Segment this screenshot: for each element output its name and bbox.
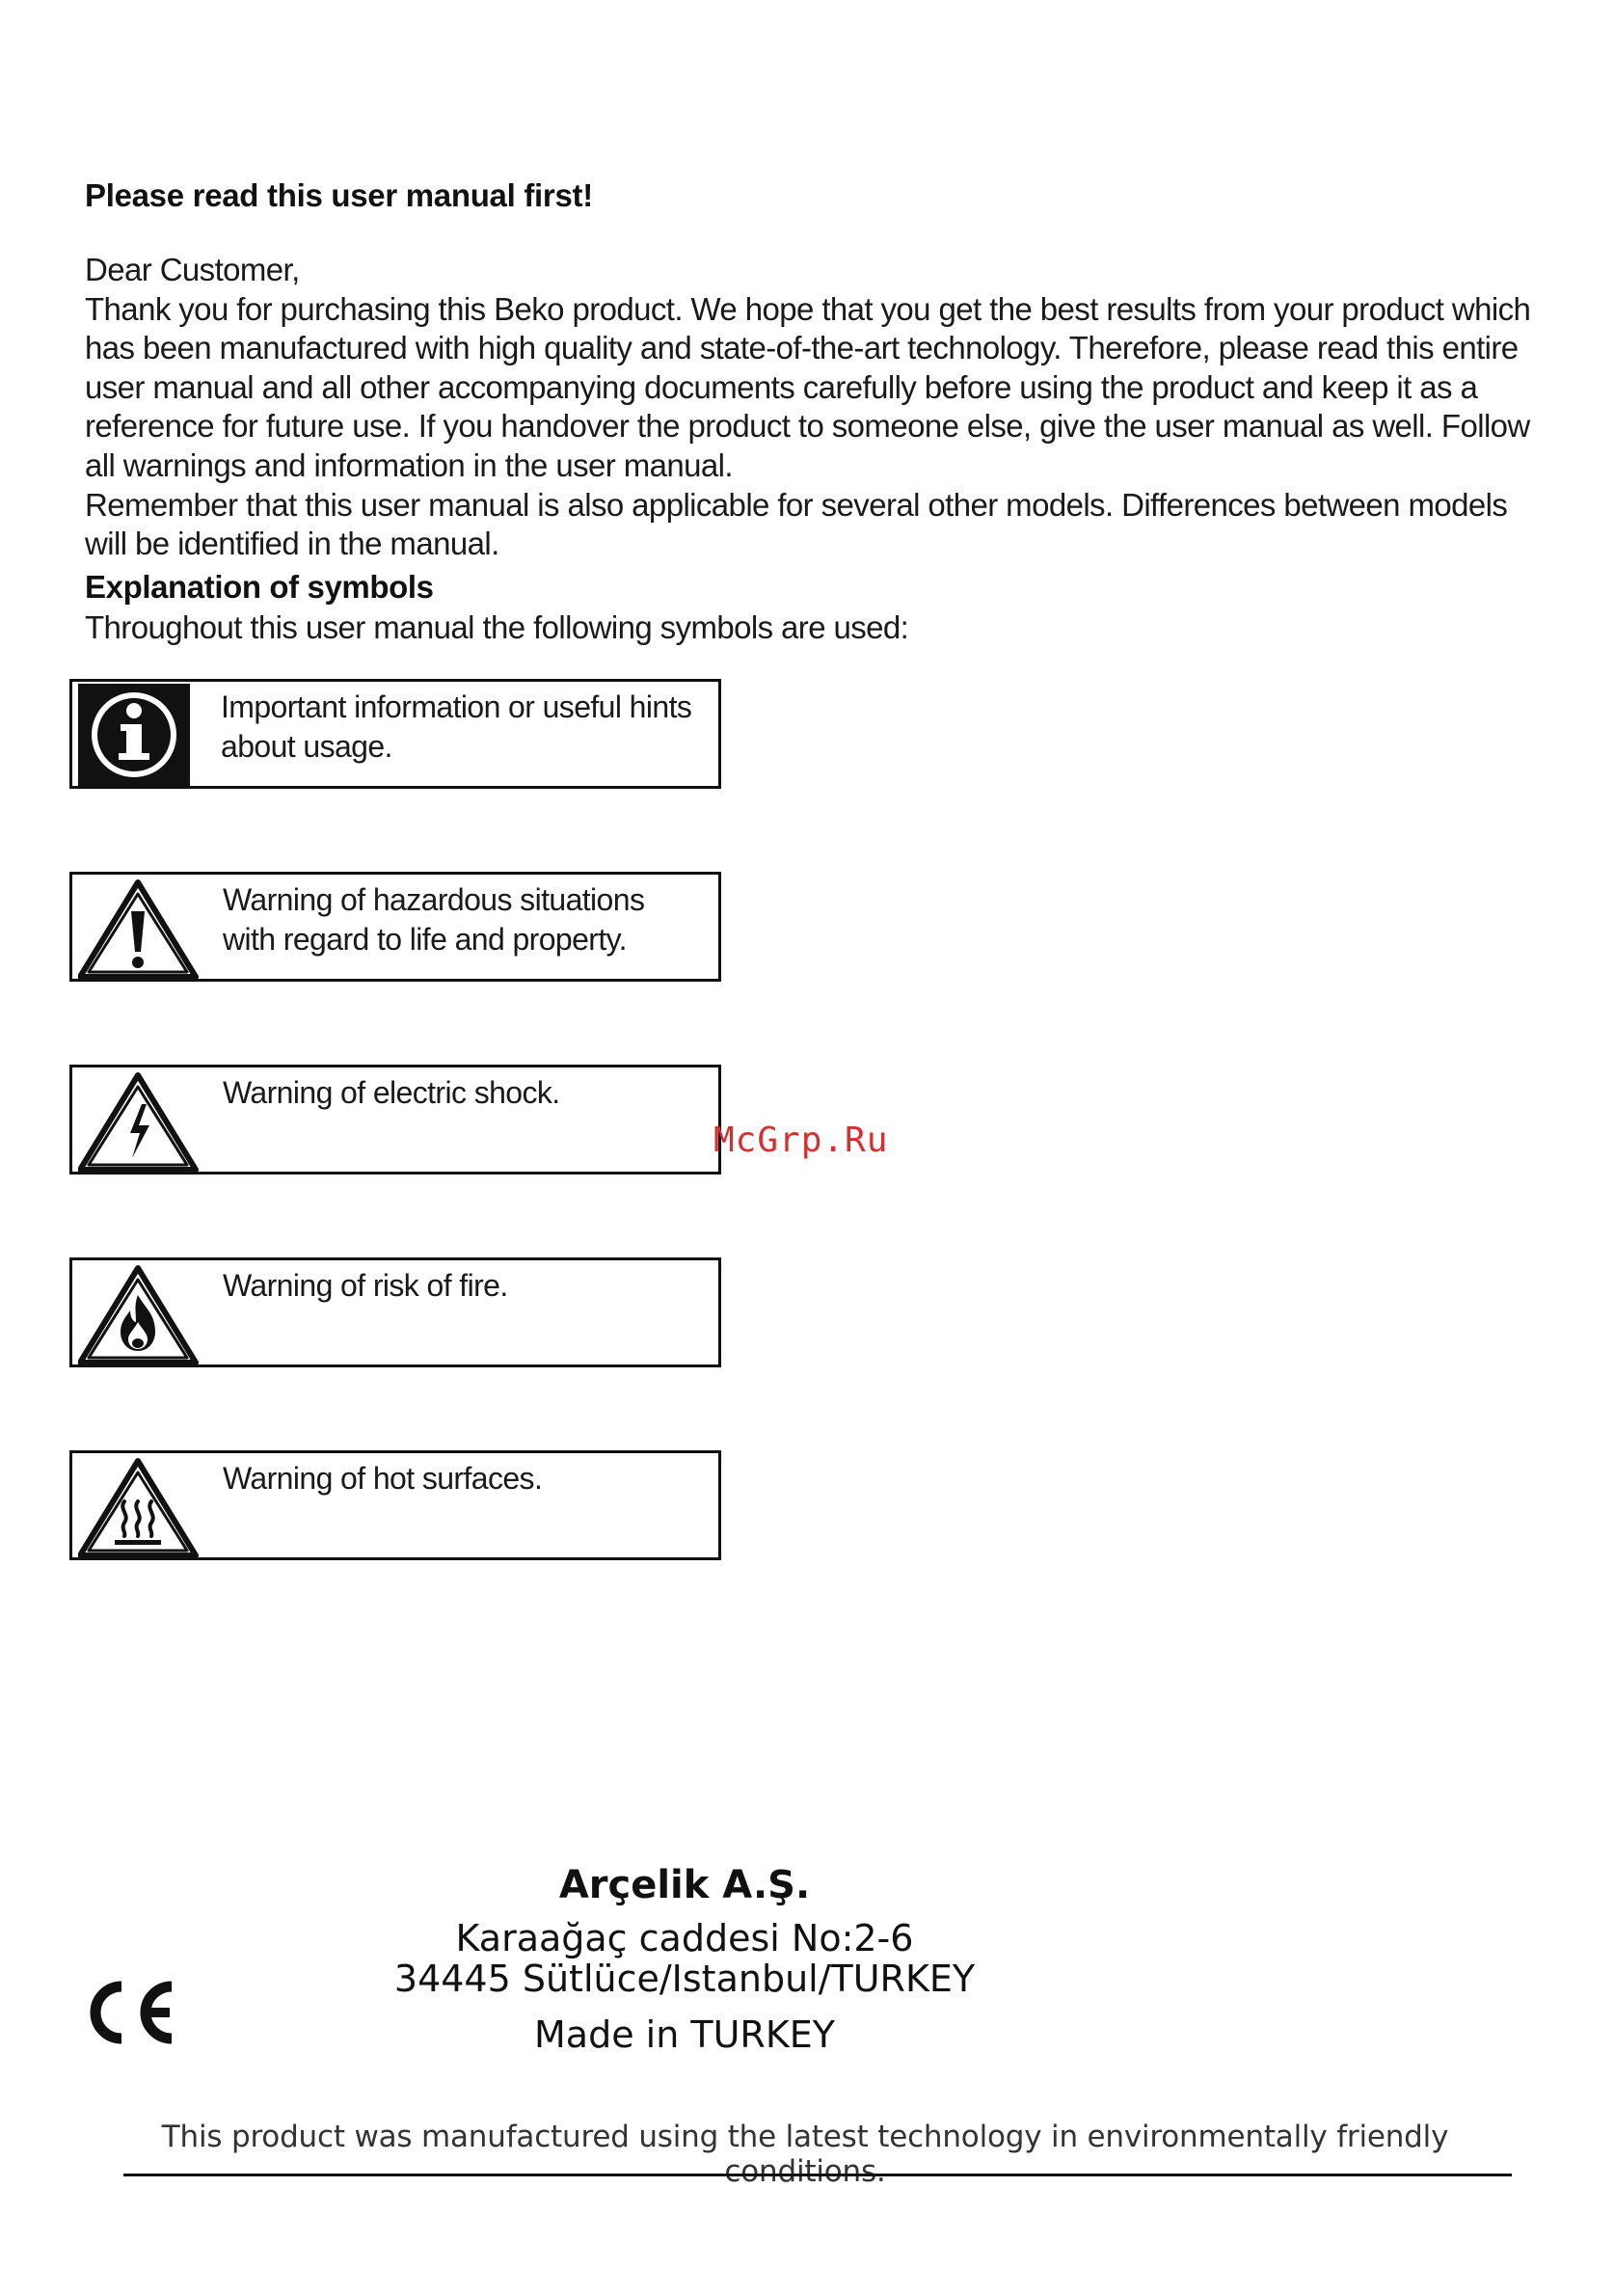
- symbol-row-hot: [69, 1450, 721, 1560]
- symbol-label: Warning of hazardous situations with regard to life and property.: [223, 882, 645, 957]
- page-title: Please read this user manual first!: [85, 177, 593, 213]
- symbol-label: Warning of risk of fire.: [223, 1268, 508, 1303]
- symbol-label: Important information or useful hints about usage.: [221, 689, 692, 764]
- electric-shock-icon: [78, 1069, 200, 1172]
- symbols-subtitle: Throughout this user manual the following symbols are used:: [85, 609, 909, 645]
- manufacturer-address-1: Karaağaç caddesi No:2-6: [455, 1917, 914, 1959]
- symbol-label: Warning of hot surfaces.: [223, 1461, 543, 1496]
- symbol-row-electric: [69, 1065, 721, 1175]
- hot-surface-icon: [78, 1455, 200, 1557]
- footer-statement: This product was manufactured using the latest technology in environmentally friendly conditions.: [161, 2120, 1449, 2189]
- info-icon: [78, 684, 200, 786]
- symbol-row-info: [69, 679, 721, 789]
- ce-mark-icon: [83, 1977, 179, 2048]
- footer-divider: [123, 2174, 1512, 2176]
- manufacturer-origin: Made in TURKEY: [534, 2013, 835, 2056]
- watermark: McGrp.Ru: [713, 1121, 889, 1160]
- manufacturer-address-2: 34445 Sütlüce/Istanbul/TURKEY: [393, 1958, 976, 2000]
- greeting: Dear Customer,: [85, 252, 300, 287]
- intro-paragraph-2: Remember that this user manual is also applicable for several other models. Differences between models will be identified in the manual.: [85, 486, 1508, 562]
- fire-warning-icon: [78, 1262, 200, 1364]
- manufacturer-name: Arçelik A.Ş.: [558, 1863, 811, 1907]
- intro-paragraph-1: Thank you for purchasing this Beko product. We hope that you get the best results from your product which has been manufactured with high quality and state-of-the-art technology. Therefore, please read this entire user manual and all other accompanying documents carefully before using the product and keep it as a reference for future use. If you handover the product to someone else, give the user manual as well. Follow all warnings and information in the user manual.: [85, 290, 1531, 483]
- symbol-row-warning: [69, 872, 721, 982]
- symbol-row-fire: [69, 1257, 721, 1367]
- symbol-label: Warning of electric shock.: [223, 1075, 560, 1110]
- symbols-title: Explanation of symbols: [85, 569, 434, 605]
- warning-exclamation-icon: [78, 877, 200, 979]
- intro-text: [85, 251, 1550, 564]
